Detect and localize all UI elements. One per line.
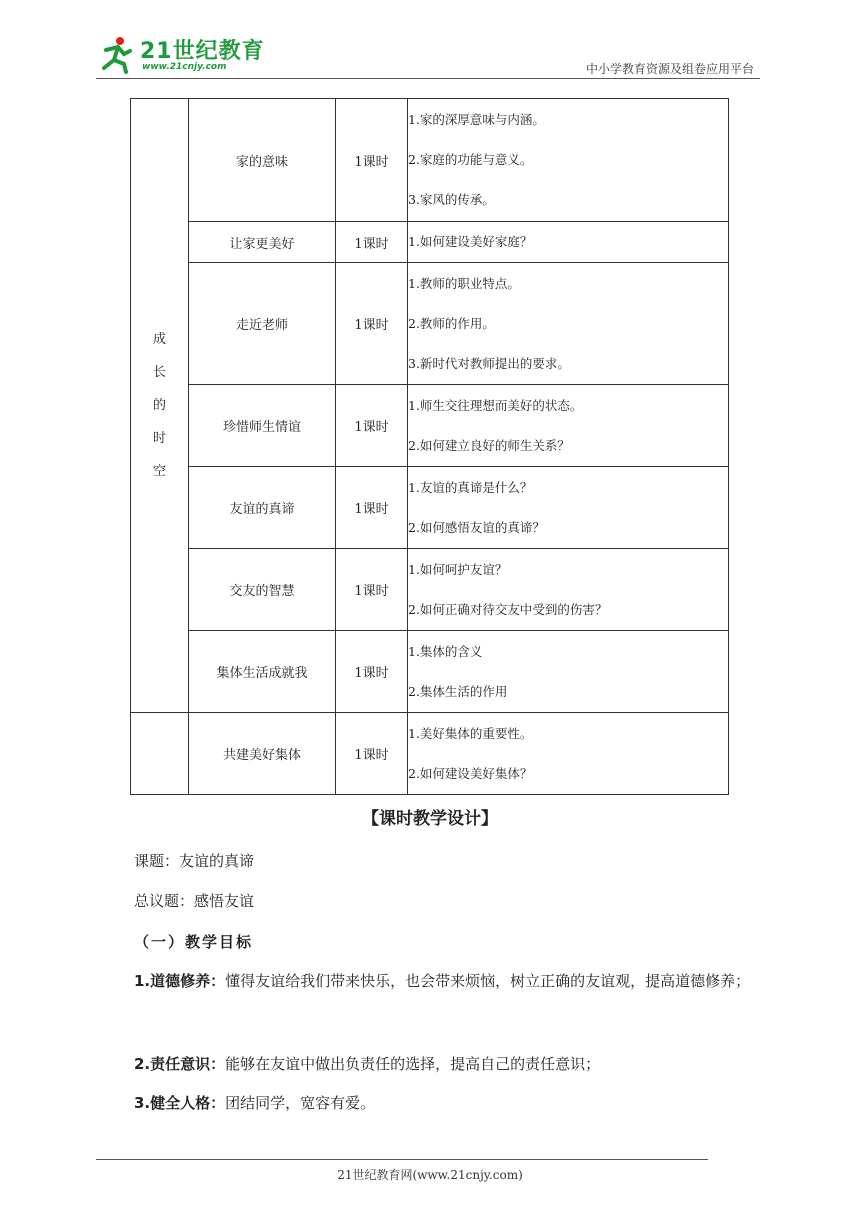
- platform-label: 中小学教育资源及组卷应用平台: [585, 62, 754, 76]
- lesson-point: 1.师生交往理想而美好的状态。: [408, 397, 583, 413]
- lesson-point: 2.教师的作用。: [408, 315, 495, 331]
- course-table: [130, 98, 729, 795]
- lesson-point: 1.美好集体的重要性。: [408, 725, 533, 741]
- lesson-point: 1.家的深厚意味与内涵。: [408, 112, 545, 127]
- lesson-hours: 1课时: [336, 222, 408, 263]
- site-logo[interactable]: [96, 34, 276, 74]
- table-row: [131, 222, 729, 263]
- lesson-name: 共建美好集体: [189, 713, 336, 795]
- lesson-name: 家的意味: [189, 99, 336, 222]
- logo-url: www.21cnjy.com: [142, 62, 227, 72]
- lesson-hours: 1课时: [336, 467, 408, 549]
- table-row: [131, 631, 729, 713]
- lesson-name: 集体生活成就我: [189, 631, 336, 713]
- lesson-point: 2.如何正确对待交友中受到的伤害？: [408, 601, 608, 617]
- lesson-point: 1.如何呵护友谊？: [408, 561, 508, 577]
- objective-label: 3.健全人格：: [134, 1094, 226, 1112]
- lesson-name: 让家更美好: [189, 222, 336, 263]
- objective-label: 2.责任意识：: [134, 1055, 226, 1073]
- objective-2: [98, 1045, 762, 1083]
- lesson-hours: 1课时: [336, 385, 408, 467]
- lesson-point: 1.教师的职业特点。: [408, 275, 520, 291]
- objective-text: 能够在友谊中做出负责任的选择，提高自己的责任意识；: [225, 1055, 601, 1073]
- section-title: 【课时教学设计】: [362, 809, 498, 829]
- lesson-hours: 1课时: [336, 713, 408, 795]
- table-row: [131, 385, 729, 467]
- unit-char: 成: [152, 332, 166, 347]
- lesson-points: [408, 549, 729, 631]
- table-row: [131, 713, 729, 795]
- lesson-points: [408, 222, 729, 263]
- objective-text: 懂得友谊给我们带来快乐，也会带来烦恼，树立正确的友谊观，提高道德修养；: [225, 972, 751, 990]
- page-header: [96, 30, 760, 78]
- unit-char: 空: [152, 464, 166, 479]
- lesson-point: 1.友谊的真谛是什么？: [408, 479, 533, 495]
- lesson-points: [408, 385, 729, 467]
- lesson-hours: 1课时: [336, 99, 408, 222]
- objective-label: 1.道德修养：: [134, 972, 226, 990]
- lesson-hours: 1课时: [336, 631, 408, 713]
- lesson-hours: 1课时: [336, 263, 408, 385]
- objective-1: [98, 962, 762, 1000]
- lesson-name: 走近老师: [189, 263, 336, 385]
- lesson-name: 交友的智慧: [189, 549, 336, 631]
- lesson-point: 3.新时代对教师提出的要求。: [408, 355, 570, 371]
- table-row: [131, 467, 729, 549]
- footer-divider: [96, 1159, 708, 1160]
- lesson-name: 友谊的真谛: [189, 467, 336, 549]
- logo-text: 21世纪教育: [140, 39, 265, 64]
- header-divider: [96, 78, 760, 79]
- lesson-point: 2.集体生活的作用: [408, 683, 508, 699]
- unit-char: 时: [152, 431, 166, 446]
- lesson-point: 1.如何建设美好家庭？: [408, 234, 533, 249]
- lesson-points: [408, 99, 729, 222]
- lesson-point: 2.如何建立良好的师生关系？: [408, 437, 570, 453]
- runner-logo-icon: [96, 34, 136, 74]
- lesson-points: [408, 467, 729, 549]
- lesson-point: 2.家庭的功能与意义。: [408, 152, 533, 167]
- lesson-topic: 课题：友谊的真谛: [134, 852, 255, 870]
- footer-link[interactable]: 21世纪教育网(www.21cnjy.com): [337, 1168, 523, 1182]
- unit-cell-empty: [131, 713, 189, 795]
- lesson-point: 1.集体的含义: [408, 643, 483, 659]
- table-row: [131, 549, 729, 631]
- lesson-hours: 1课时: [336, 549, 408, 631]
- unit-cell: [131, 99, 189, 713]
- unit-char: 长: [152, 365, 166, 380]
- lesson-points: [408, 263, 729, 385]
- lesson-point: 3.家风的传承。: [408, 192, 495, 207]
- table-row: [131, 99, 729, 222]
- lesson-point: 2.如何建设美好集体？: [408, 765, 533, 781]
- table-row: [131, 263, 729, 385]
- lesson-points: [408, 713, 729, 795]
- lesson-point: 2.如何感悟友谊的真谛？: [408, 519, 545, 535]
- lesson-name: 珍惜师生情谊: [189, 385, 336, 467]
- objective-text: 团结同学，宽容有爱。: [225, 1094, 376, 1112]
- lesson-points: [408, 631, 729, 713]
- unit-char: 的: [152, 398, 166, 413]
- objectives-heading: （一）教学目标: [134, 933, 254, 951]
- objective-3: [98, 1084, 762, 1122]
- main-issue: 总议题：感悟友谊: [134, 892, 255, 910]
